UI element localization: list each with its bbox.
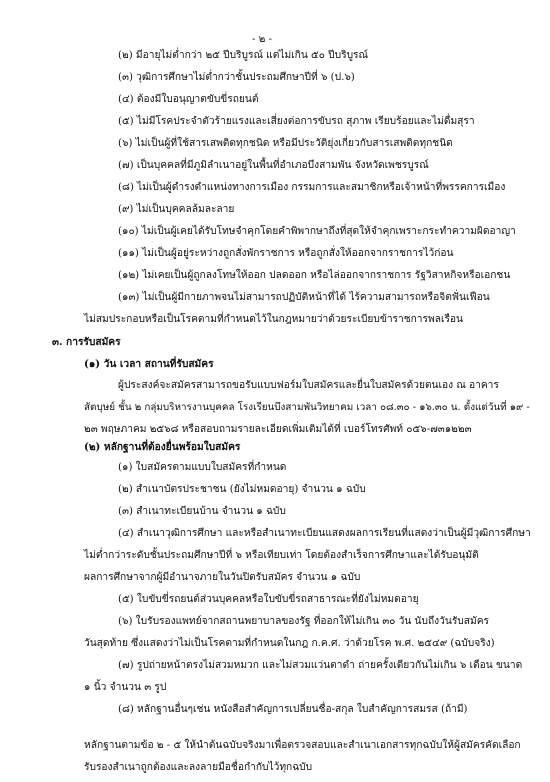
document-item: (๘) หลักฐานอื่นๆเช่น หนังสือสำคัญการเปลี่ยนชื่อ-สกุล ใบสำคัญการสมรส (ถ้ามี) — [118, 704, 468, 715]
qualification-item: (๖) ไม่เป็นผู้ที่ใช้สารเสพติดทุกชนิด หรือมีประวัติยุ่งเกี่ยวกับสารเสพติดทุกชนิด — [118, 138, 453, 149]
section-3-heading: ๓. การรับสมัคร — [52, 336, 121, 348]
subsection-1-paragraph-line: ผู้ประสงค์จะสมัครสามารถขอรับแบบฟอร์มใบสมัครและยื่นใบสมัครด้วยตนเอง ณ อาคาร — [118, 380, 499, 391]
qualification-continuation: ไม่สมประกอบหรือเป็นโรคตามที่กำหนดไว้ในกฎหมายว่าด้วยระเบียบข้าราชการพลเรือน — [84, 314, 463, 325]
document-item-continuation: ๑ นิ้ว จำนวน ๓ รูป — [84, 682, 167, 693]
qualification-item: (๑๐) ไม่เป็นผู้เคยได้รับโทษจำคุกโดยคำพิพากษาถึงที่สุดให้จำคุกเพราะกระทำความผิดอาญา — [118, 226, 516, 237]
qualification-item: (๓) วุฒิการศึกษาไม่ต่ำกว่าชั้นประถมศึกษาปีที่ ๖ (ป.๖) — [118, 72, 355, 83]
document-item: (๗) รูปถ่ายหน้าตรงไม่สวมหมวก และไม่สวมแว่นตาดำ ถ่ายครั้งเดียวกันไม่เกิน ๖ เดือน ขนาด — [118, 660, 523, 671]
document-item: (๔) สำเนาวุฒิการศึกษา และหรือสำเนาทะเบียนแสดงผลการเรียนที่แสดงว่าเป็นผู้มีวุฒิการศึกษา — [118, 528, 531, 539]
qualification-item: (๒) มีอายุไม่ต่ำกว่า ๒๕ ปีบริบูรณ์ แต่ไม่เกิน ๕๐ ปีบริบูรณ์ — [118, 50, 368, 61]
document-item-continuation: วันสุดท้าย ซึ่งแสดงว่าไม่เป็นโรคตามที่กำหนดในกฎ ก.ค.ศ. ว่าด้วยโรค พ.ศ. ๒๕๔๙ (ฉบับจริง) — [84, 638, 495, 649]
document-item: (๕) ใบขับขี่รถยนต์ส่วนบุคคลหรือใบขับขี่รถสาธารณะที่ยังไม่หมดอายุ — [118, 594, 419, 605]
qualification-item: (๑๑) ไม่เป็นผู้อยู่ระหว่างถูกสั่งพักราชการ หรือถูกสั่งให้ออกจากราชการไว้ก่อน — [118, 248, 454, 259]
note-line: รับรองสำเนาถูกต้องและลงลายมือชื่อกำกับไว้ทุกฉบับ — [84, 762, 313, 773]
qualification-item: (๗) เป็นบุคคลที่มีภูมิลำเนาอยู่ในพื้นที่อำเภอบึงสามพัน จังหวัดเพชรบูรณ์ — [118, 160, 429, 171]
qualification-item: (๕) ไม่มีโรคประจำตัวร้ายแรงและเสี่ยงต่อการขับรถ สุภาพ เรียบร้อยและไม่ดื่มสุรา — [118, 116, 475, 127]
document-item: (๒) สำเนาบัตรประชาชน (ยังไม่หมดอายุ) จำนวน ๑ ฉบับ — [118, 484, 366, 495]
qualification-item: (๙) ไม่เป็นบุคคลล้มละลาย — [118, 204, 235, 215]
subsection-2-heading: (๒) หลักฐานที่ต้องยื่นพร้อมใบสมัคร — [84, 441, 241, 453]
note-line: หลักฐานตามข้อ ๒ - ๕ ให้นำต้นฉบับจริงมาเพื่อตรวจสอบและสำเนาเอกสารทุกฉบับให้ผู้สมัครคัดเลือก — [84, 740, 521, 751]
document-item: (๓) สำเนาทะเบียนบ้าน จำนวน ๑ ฉบับ — [118, 506, 286, 517]
qualification-item: (๑๓) ไม่เป็นผู้มีกายภาพจนไม่สามารถปฏิบัติหน้าที่ได้ ไร้ความสามารถหรือจิตฟั่นเฟือน — [118, 292, 490, 303]
document-item: (๑) ใบสมัครตามแบบใบสมัครที่กำหนด — [118, 462, 287, 473]
subsection-1-paragraph-line: สัตบุษย์ ชั้น ๒ กลุ่มบริหารงานบุคคล โรงเรียนบึงสามพันวิทยาคม เวลา ๐๘.๓๐ - ๑๖.๓๐ น. ตั้งแต่วันที่ ๑๙ - — [84, 402, 530, 413]
page-number: - ๒ - — [252, 34, 273, 45]
qualification-item: (๑๒) ไม่เคยเป็นผู้ถูกลงโทษให้ออก ปลดออก หรือไล่ออกจากราชการ รัฐวิสาหกิจหรือเอกชน — [118, 270, 511, 281]
subsection-1-paragraph-line: ๒๓ พฤษภาคม ๒๕๖๘ หรือสอบถามรายละเอียดเพิ่มเติมได้ที่ เบอร์โทรศัพท์ ๐๕๖-๗๓๑๒๒๓ — [84, 424, 472, 435]
document-item-continuation: ผลการศึกษาจากผู้มีอำนาจภายในวันปิดรับสมัคร จำนวน ๑ ฉบับ — [84, 572, 361, 583]
subsection-1-heading: (๑) วัน เวลา สถานที่รับสมัคร — [84, 358, 214, 370]
document-item: (๖) ใบรับรองแพทย์จากสถานพยาบาลของรัฐ ที่ออกให้ไม่เกิน ๓๐ วัน นับถึงวันรับสมัคร — [118, 616, 489, 627]
document-item-continuation: ไม่ต่ำกว่าระดับชั้นประถมศึกษาปีที่ ๖ หรือเทียบเท่า โดยต้องสำเร็จการศึกษาและได้รับอนุมัติ — [84, 550, 479, 561]
qualification-item: (๔) ต้องมีใบอนุญาตขับขี่รถยนต์ — [118, 94, 259, 105]
qualification-item: (๘) ไม่เป็นผู้ดำรงตำแหน่งทางการเมือง กรรมการและสมาชิกหรือเจ้าหน้าที่พรรคการเมือง — [118, 182, 506, 193]
